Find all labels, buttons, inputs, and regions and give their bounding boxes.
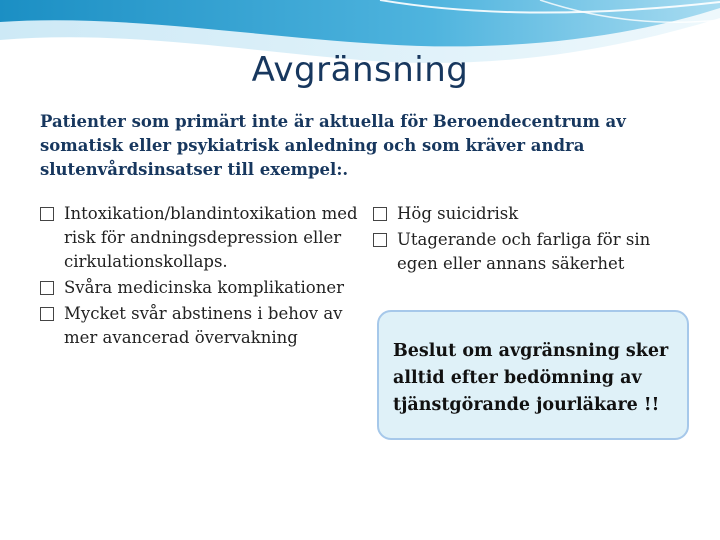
list-item (373, 228, 673, 276)
callout-text: Beslut om avgränsning sker alltid efter bedömning av tjänstgörande jourläkare !! (393, 341, 669, 415)
slide-title: Avgränsning (251, 50, 469, 90)
hollow-square-bullet-icon (40, 307, 54, 321)
list-item (373, 202, 673, 226)
list-item-text: Hög suicidrisk (397, 204, 519, 223)
list-item (40, 302, 358, 350)
callout-box (377, 310, 689, 440)
list-item (40, 202, 358, 274)
right-bullet-list (373, 202, 673, 278)
hollow-square-bullet-icon (373, 207, 387, 221)
list-item (40, 276, 358, 300)
list-item-text: Utagerande och farliga för sin egen eller annans säkerhet (397, 230, 651, 273)
list-item-text: Intoxikation/blandintoxikation med risk för andningsdepression eller cirkulationskollaps. (64, 204, 358, 271)
hollow-square-bullet-icon (40, 281, 54, 295)
list-item-text: Svåra medicinska komplikationer (64, 278, 345, 297)
left-bullet-list (40, 202, 358, 352)
intro-text: Patienter som primärt inte är aktuella för Beroendecentrum av somatisk eller psykiatrisk anledning och som kräver andra slutenvårdsinsatser till exempel:. (40, 112, 626, 179)
hollow-square-bullet-icon (373, 233, 387, 247)
list-item-text: Mycket svår abstinens i behov av mer avancerad övervakning (64, 304, 343, 347)
hollow-square-bullet-icon (40, 207, 54, 221)
